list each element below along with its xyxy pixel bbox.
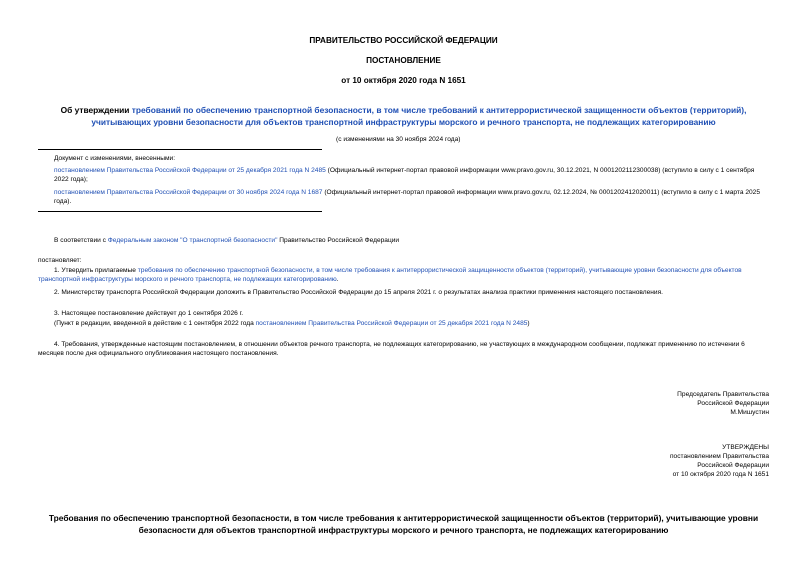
signature-country: Российской Федерации — [697, 400, 769, 407]
document-date-number: от 10 октября 2020 года N 1651 — [341, 76, 466, 85]
p3-note-suffix: ) — [527, 320, 530, 327]
changes-note: (с изменениями на 30 ноября 2024 года) — [336, 136, 461, 143]
amendments-block — [38, 154, 770, 206]
basis-suffix: Правительство Российской Федерации — [277, 237, 400, 244]
paragraph-4: 4. Требования, утвержденные настоящим постановлением, в отношении объектов речного транспорта, не подлежащих категорированию, не участвующих в международном сообщении, подлежат применению по истечении 6 месяцев после дня официального опубликования настоящего постановления. — [38, 341, 745, 357]
amendment-item — [38, 166, 770, 184]
section-title: Требования по обеспечению транспортной безопасности, в том числе требования к антитеррористической защищенности объектов (территорий), учитывающие уровни безопасности для объектов транспортной инфраструктуры морского и речного транспорта, не подлежащих категорированию — [48, 513, 759, 535]
signature-position: Председатель Правительства — [677, 391, 769, 398]
title-prefix: Об утверждении — [60, 105, 132, 115]
federal-law-link[interactable]: Федеральным законом "О транспортной безопасности" — [107, 237, 278, 244]
approved-country: Российской Федерации — [697, 462, 769, 469]
approval-block — [670, 443, 769, 479]
paragraph-3-note — [38, 319, 770, 328]
approved-by: постановлением Правительства — [669, 453, 769, 460]
amendments-intro: Документ с изменениями, внесенными: — [54, 155, 176, 162]
title-link[interactable]: требований по обеспечению транспортной безопасности, в том числе требований к антитеррористической защищенности объектов (территорий), учитывающих уровни безопасности для объектов транспортной инфраструктуры морского и речного транспорта, не подлежащих категорированию — [91, 105, 747, 127]
paragraph-3: 3. Настоящее постановление действует до 1 сентября 2026 г. — [54, 310, 244, 317]
approved-label: УТВЕРЖДЕНЫ — [722, 444, 769, 451]
approved-date: от 10 октября 2020 года N 1651 — [672, 471, 769, 478]
divider-bottom — [38, 211, 322, 212]
document-type-heading: ПОСТАНОВЛЕНИЕ — [366, 56, 441, 65]
divider-top — [38, 149, 322, 150]
signature-name: М.Мишустин — [730, 409, 769, 416]
decides-label: постановляет: — [38, 257, 82, 264]
p3-note-prefix: (Пункт в редакции, введенной в действие с 1 сентября 2022 года — [54, 320, 256, 327]
amendment-2485-link[interactable]: постановлением Правительства Российской Федерации от 25 декабря 2021 года N 2485 — [255, 320, 528, 327]
basis-paragraph — [38, 236, 786, 245]
p1-suffix: . — [336, 276, 339, 283]
amendment-link[interactable]: постановлением Правительства Российской Федерации от 30 ноября 2024 года N 1687 — [54, 189, 323, 196]
basis-prefix: В соответствии с — [54, 237, 108, 244]
government-heading: ПРАВИТЕЛЬСТВО РОССИЙСКОЙ ФЕДЕРАЦИИ — [309, 36, 498, 45]
requirements-link[interactable]: требования по обеспечению транспортной безопасности, в том числе требования к антитеррористической защищенности объектов (территорий), учитывающие уровни безопасности для объектов транспортной инфраструктуры морского и речного транспорта, не подлежащих категорированию — [38, 267, 742, 283]
paragraph-1 — [38, 266, 770, 284]
signature-block — [677, 390, 769, 417]
document-title — [40, 104, 767, 128]
amendment-text: (Официальный интернет-портал правовой информации www.pravo.gov.ru, 30.12.2021, N 0001202112300038) (вступило в силу с 1 сентября 2022 года); — [54, 167, 755, 183]
amendment-item — [38, 188, 770, 206]
paragraph-2: 2. Министерству транспорта Российской Федерации доложить в Правительство Российской Федерации до 15 апреля 2021 г. о результатах анализа практики применения настоящего постановления. — [54, 289, 663, 296]
amendment-text: (Официальный интернет-портал правовой информации www.pravo.gov.ru, 02.12.2024, № 0001202412020011) (вступило в силу с 1 марта 2025 года). — [54, 189, 760, 205]
p1-prefix: 1. Утвердить прилагаемые — [54, 267, 138, 274]
amendment-link[interactable]: постановлением Правительства Российской Федерации от 25 декабря 2021 года N 2485 — [54, 167, 326, 174]
